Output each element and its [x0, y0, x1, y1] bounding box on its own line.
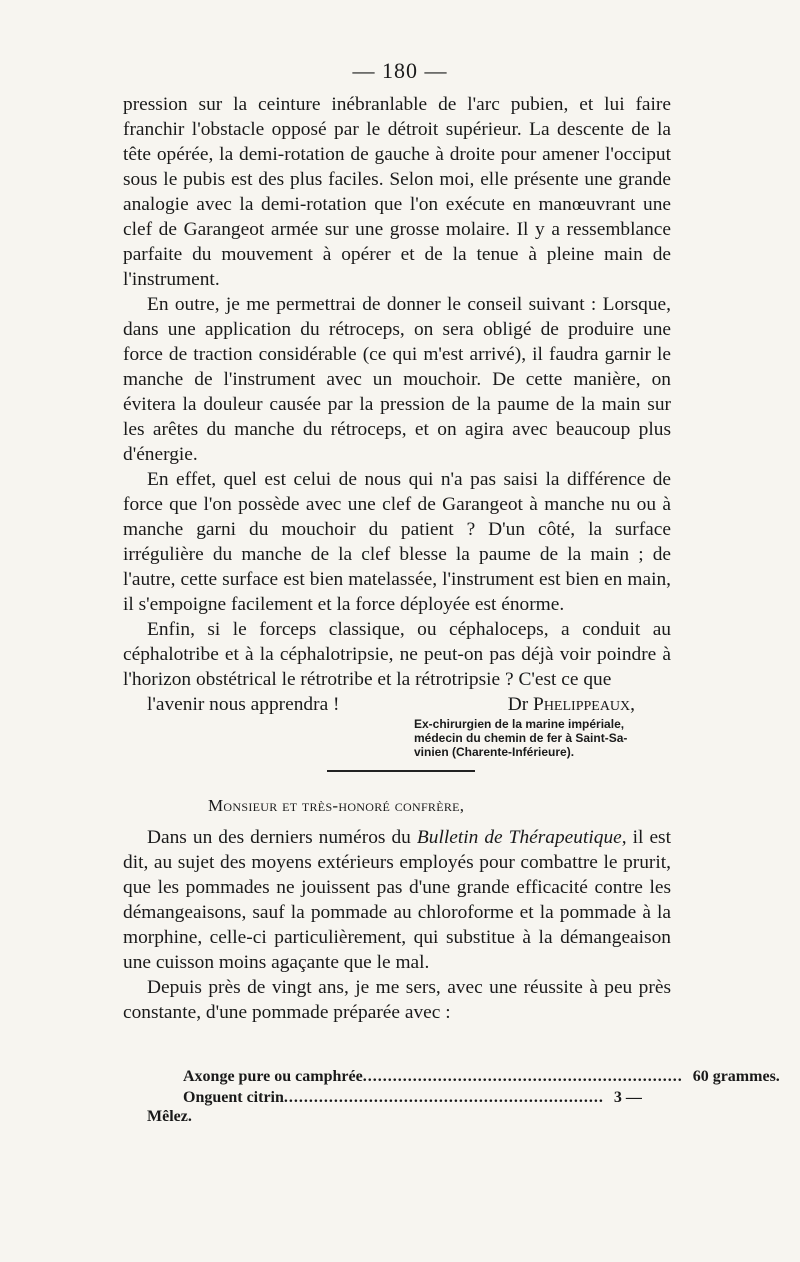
closing-line	[123, 692, 671, 717]
signature-name	[484, 692, 635, 717]
dot-leader: ................................................................	[283, 1089, 604, 1106]
page-number: — 180 —	[352, 58, 448, 83]
salutation: Monsieur et très-honoré confrère,	[208, 796, 465, 815]
signature-line: vinien (Charente-Inférieure).	[414, 745, 575, 759]
text-run: , il est dit, au sujet des moyens extérieurs employés pour combattre le prurit, que les pommades ne jouissent pas d'une grande efficacité contre les démangeaisons, sauf la pommade au chloroforme et la pommade à la morphine, celle-ci particulièrement, qui substitue à la démangeaison une cuisson moins agaçante que le mal.	[123, 827, 671, 973]
signature-line: médecin du chemin de fer à Saint-Sa-	[414, 731, 628, 745]
paragraph	[123, 825, 671, 975]
paragraph-text: Enfin, si le forceps classique, ou céphaloceps, a conduit au céphalotribe et à la céphalotripsie, ne peut-on pas déjà voir poindre à l'horizon obstétrical le rétrotribe et la rétrotripsie ? C'est ce que	[123, 619, 671, 690]
signature-info	[414, 717, 676, 759]
signature-line: Ex-chirurgien de la marine impériale,	[414, 717, 625, 731]
main-text-block	[123, 92, 671, 717]
quantity: 60 grammes.	[692, 1068, 780, 1085]
journal-title: Bulletin de Thérapeutique	[416, 827, 622, 848]
dot-leader: ................................................................	[362, 1068, 683, 1085]
signature-surname: Phelippeaux,	[533, 694, 635, 715]
section-divider	[327, 770, 475, 772]
paragraph: pression sur la ceinture inébranlable de l'arc pubien, et lui faire franchir l'obstacle opposé par le détroit supérieur. La descente de la tête opérée, la demi-rotation de gauche à droite pour amener l'occiput sous le pubis est des plus faciles. Selon moi, elle présente une grande analogie avec la demi-rotation que l'on exécute en manœuvrant une clef de Garangeot armée sur une grosse molaire. Il y a ressemblance parfaite du mouvement à opérer et de la tenue à pleine main de l'instrument.	[123, 94, 671, 290]
ingredient: Axonge pure ou camphrée	[183, 1068, 363, 1085]
paragraph-closing	[123, 617, 671, 717]
signature-title: Dr	[507, 694, 529, 715]
letter-text-block	[123, 825, 671, 1025]
recipe-list	[183, 1066, 780, 1108]
ingredient: Onguent citrin	[183, 1089, 284, 1106]
recipe-row	[183, 1066, 780, 1087]
text-run: Dans un des derniers numéros du	[147, 827, 417, 848]
paragraph: En outre, je me permettrai de donner le conseil suivant : Lorsque, dans une application du rétroceps, on sera obligé de produire une force de traction considérable (ce qui m'est arrivé), il faudra garnir le manche de l'instrument avec un mouchoir. De cette manière, on évitera la douleur causée par la pression de la paume de la main sur les arêtes du manche du rétroceps, et on agira avec beaucoup plus d'énergie.	[123, 294, 671, 465]
quantity: 3 —	[613, 1089, 642, 1106]
paragraph: Depuis près de vingt ans, je me sers, avec une réussite à peu près constante, d'une pommade préparée avec :	[123, 977, 671, 1023]
closing-sentence: l'avenir nous apprendra !	[147, 694, 340, 715]
recipe-row	[183, 1087, 642, 1108]
paragraph: En effet, quel est celui de nous qui n'a pas saisi la différence de force que l'on possède avec une clef de Garangeot à manche nu ou à manche garni du mouchoir du patient ? D'un côté, la surface irrégulière du manche de la clef blesse la paume de la main ; de l'autre, cette surface est bien matelassée, l'instrument est bien en main, il s'empoigne facilement et la force déployée est énorme.	[123, 469, 671, 615]
recipe-instruction: Mêlez.	[147, 1108, 192, 1125]
